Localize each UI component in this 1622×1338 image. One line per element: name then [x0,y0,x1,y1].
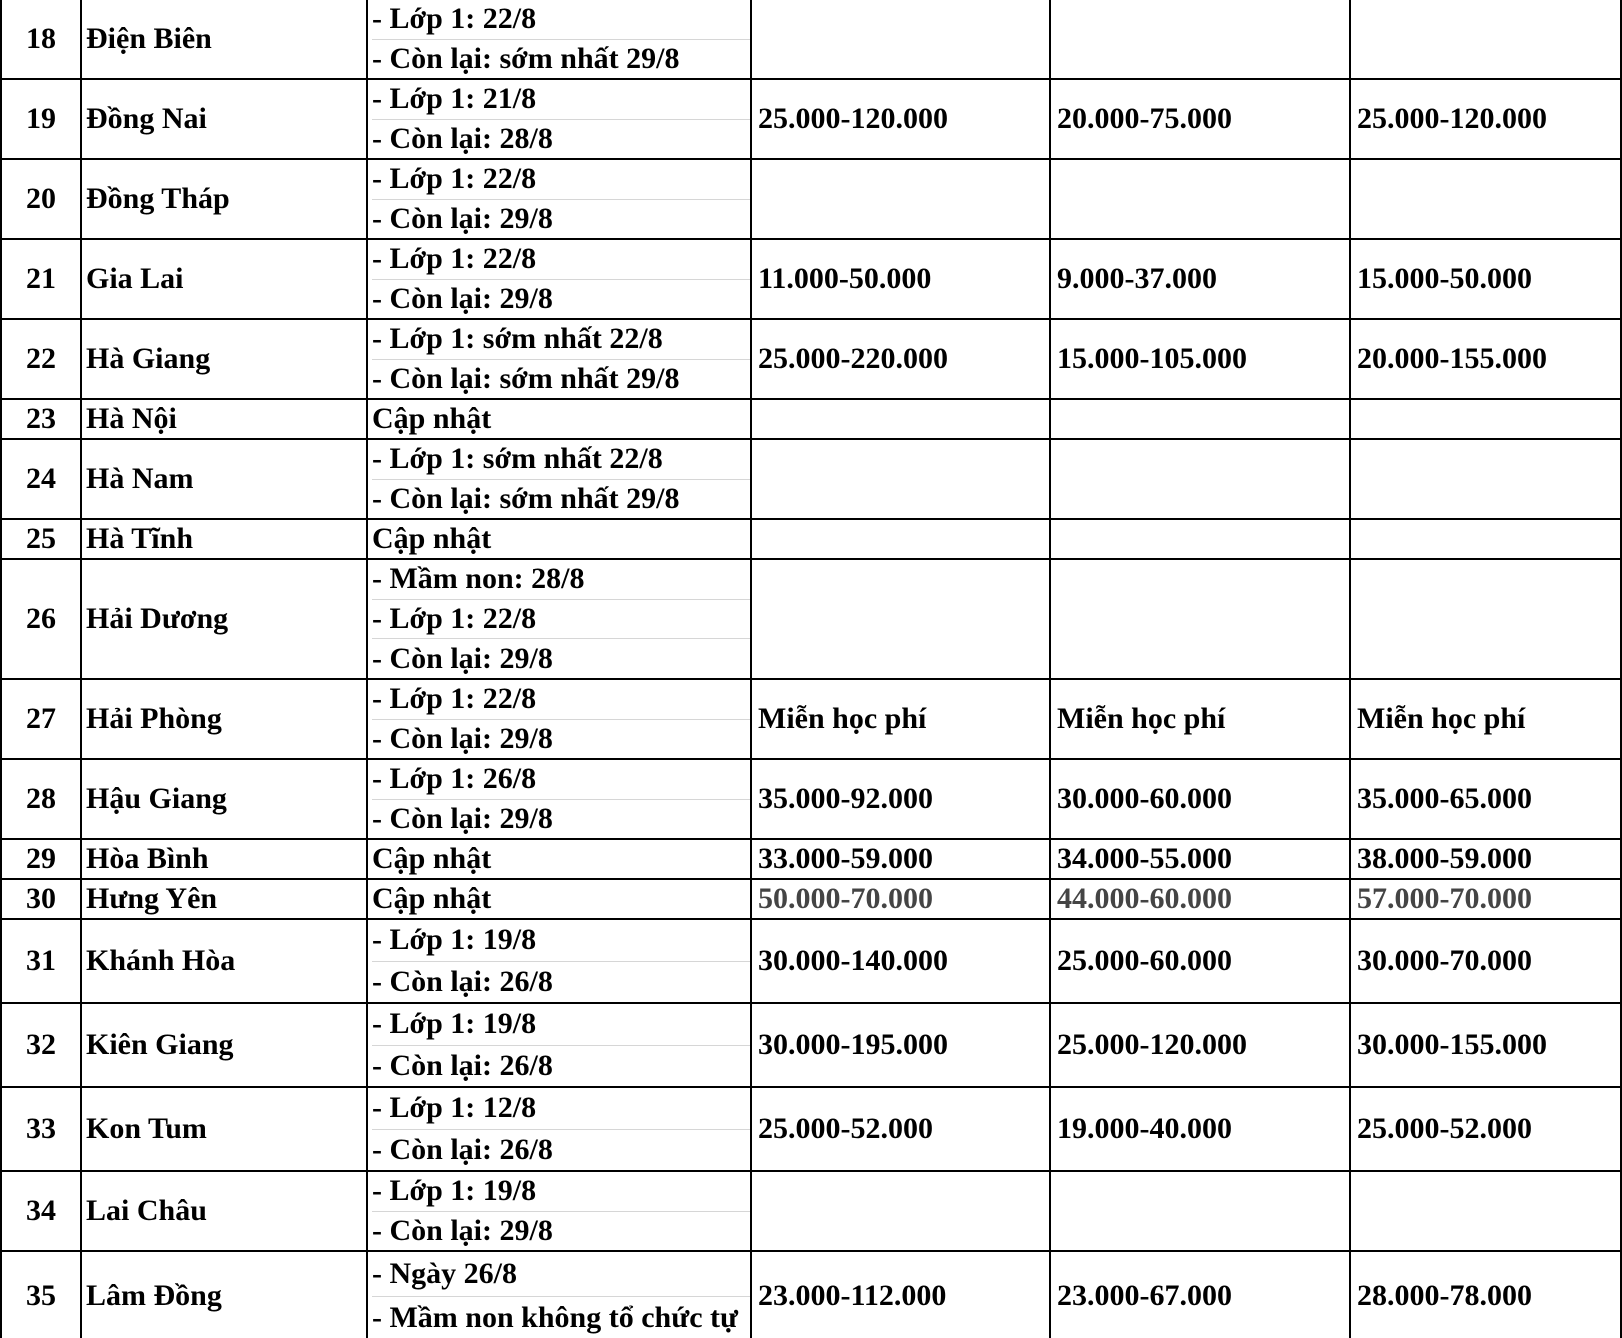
fee-cell-2[interactable]: 25.000-60.000 [1051,920,1351,1002]
province-cell[interactable]: Hòa Bình [82,840,368,878]
table-row [0,1252,1622,1338]
schedule-cell[interactable] [368,80,752,158]
fee-cell-1[interactable]: 30.000-140.000 [752,920,1051,1002]
fee-cell-3[interactable] [1351,0,1622,78]
fee-cell-2[interactable]: 25.000-120.000 [1051,1004,1351,1086]
row-number-cell[interactable]: 20 [0,160,82,238]
schedule-cell[interactable] [368,440,752,518]
schedule-line: Cập nhật [372,882,492,915]
table-row [0,1088,1622,1172]
fee-cell-1[interactable]: 30.000-195.000 [752,1004,1051,1086]
row-number-cell[interactable]: 34 [0,1172,82,1250]
schedule-cell[interactable] [368,1088,752,1170]
schedule-line: - Còn lại: 26/8 [372,1132,553,1166]
table-row [0,440,1622,520]
fee-cell-1[interactable] [752,0,1051,78]
fee-cell-3[interactable]: 30.000-70.000 [1351,920,1622,1002]
fee-cell-2[interactable]: Miễn học phí [1051,680,1351,758]
row-number-cell[interactable]: 26 [0,560,82,678]
fee-cell-1[interactable]: 33.000-59.000 [752,840,1051,878]
fee-cell-3[interactable]: 20.000-155.000 [1351,320,1622,398]
fee-cell-2[interactable]: 20.000-75.000 [1051,80,1351,158]
table-row [0,80,1622,160]
province-cell[interactable]: Hà Nam [82,440,368,518]
province-cell[interactable]: Hà Tĩnh [82,520,368,558]
fee-cell-3[interactable] [1351,520,1622,558]
row-number-cell[interactable]: 29 [0,840,82,878]
fee-cell-1[interactable]: 11.000-50.000 [752,240,1051,318]
fee-cell-2[interactable]: 9.000-37.000 [1051,240,1351,318]
table-row [0,240,1622,320]
schedule-line: - Lớp 1: sớm nhất 22/8 [372,320,750,360]
fee-cell-1[interactable]: 35.000-92.000 [752,760,1051,838]
row-number-cell[interactable]: 22 [0,320,82,398]
row-number-cell[interactable]: 24 [0,440,82,518]
schedule-line: - Ngày 26/8 [372,1252,750,1297]
table-row [0,520,1622,560]
province-cell[interactable]: Điện Biên [82,0,368,78]
row-number-cell[interactable]: 31 [0,920,82,1002]
fee-cell-3[interactable]: 38.000-59.000 [1351,840,1622,878]
schedule-line: - Lớp 1: 19/8 [372,1004,750,1046]
province-cell[interactable]: Kiên Giang [82,1004,368,1086]
schedule-cell[interactable] [368,840,752,878]
schedule-cell[interactable] [368,520,752,558]
row-number-cell[interactable]: 25 [0,520,82,558]
schedule-line: Cập nhật [372,842,492,875]
fee-cell-2[interactable]: 19.000-40.000 [1051,1088,1351,1170]
schedule-cell[interactable] [368,1004,752,1086]
schedule-line: - Lớp 1: 22/8 [372,680,750,720]
schedule-line: - Lớp 1: 19/8 [372,1172,750,1212]
schedule-line: - Lớp 1: 21/8 [372,80,750,120]
schedule-line: - Mầm non: 28/8 [372,560,750,600]
schedule-line: - Còn lại: 26/8 [372,1048,553,1082]
fee-cell-1[interactable] [752,440,1051,518]
schedule-line: - Còn lại: 26/8 [372,964,553,998]
row-number-cell[interactable]: 27 [0,680,82,758]
schedule-line: - Lớp 1: 22/8 [372,0,750,40]
province-cell[interactable]: Kon Tum [82,1088,368,1170]
province-cell[interactable]: Lâm Đồng [82,1252,368,1338]
fee-cell-1[interactable] [752,1172,1051,1250]
province-cell[interactable]: Hà Nội [82,400,368,438]
schedule-line: - Còn lại: 29/8 [372,721,553,755]
fee-cell-3[interactable]: 30.000-155.000 [1351,1004,1622,1086]
row-number-cell[interactable]: 23 [0,400,82,438]
table-row [0,840,1622,880]
fee-cell-2[interactable]: 44.000-60.000 [1051,880,1351,918]
fee-cell-2[interactable]: 23.000-67.000 [1051,1252,1351,1338]
row-number-cell[interactable]: 30 [0,880,82,918]
schedule-cell[interactable] [368,920,752,1002]
schedule-line: Cập nhật [372,402,492,435]
fee-cell-1[interactable]: 25.000-120.000 [752,80,1051,158]
table-row [0,920,1622,1004]
province-cell[interactable]: Hậu Giang [82,760,368,838]
fee-cell-2[interactable] [1051,520,1351,558]
fee-cell-1[interactable] [752,400,1051,438]
fee-cell-2[interactable]: 30.000-60.000 [1051,760,1351,838]
row-number-cell[interactable]: 19 [0,80,82,158]
schedule-line: - Còn lại: sớm nhất 29/8 [372,481,680,515]
fee-cell-1[interactable]: 23.000-112.000 [752,1252,1051,1338]
fee-cell-2[interactable] [1051,0,1351,78]
fee-cell-1[interactable] [752,520,1051,558]
fee-cell-3[interactable]: 57.000-70.000 [1351,880,1622,918]
fee-cell-1[interactable] [752,560,1051,678]
table-row [0,400,1622,440]
table-row [0,160,1622,240]
schedule-cell[interactable] [368,0,752,78]
fee-cell-3[interactable]: 35.000-65.000 [1351,760,1622,838]
province-cell[interactable]: Hà Giang [82,320,368,398]
fee-cell-3[interactable]: 25.000-120.000 [1351,80,1622,158]
province-cell[interactable]: Khánh Hòa [82,920,368,1002]
schedule-line: - Lớp 1: 22/8 [372,160,750,200]
fee-cell-1[interactable]: 50.000-70.000 [752,880,1051,918]
table-row [0,0,1622,80]
row-number-cell[interactable]: 21 [0,240,82,318]
fee-cell-3[interactable]: Miễn học phí [1351,680,1622,758]
province-cell[interactable]: Lai Châu [82,1172,368,1250]
schedule-line: - Lớp 1: sớm nhất 22/8 [372,440,750,480]
fee-cell-3[interactable] [1351,440,1622,518]
fee-cell-3[interactable] [1351,1172,1622,1250]
province-cell[interactable]: Hưng Yên [82,880,368,918]
fee-cell-2[interactable] [1051,160,1351,238]
schedule-line: - Lớp 1: 12/8 [372,1088,750,1130]
schedule-cell[interactable] [368,320,752,398]
fee-cell-2[interactable] [1051,560,1351,678]
schedule-line: - Lớp 1: 22/8 [372,240,750,280]
schedule-cell[interactable] [368,560,752,678]
schedule-line: - Còn lại: 29/8 [372,641,553,675]
table-row [0,560,1622,680]
fee-cell-3[interactable]: 28.000-78.000 [1351,1252,1622,1338]
fee-cell-1[interactable] [752,160,1051,238]
schedule-cell[interactable] [368,400,752,438]
fee-cell-3[interactable] [1351,560,1622,678]
fee-cell-3[interactable] [1351,400,1622,438]
schedule-line: - Còn lại: sớm nhất 29/8 [372,361,680,395]
fee-cell-1[interactable]: 25.000-220.000 [752,320,1051,398]
schedule-line: - Lớp 1: 26/8 [372,760,750,800]
schedule-line: - Còn lại: 29/8 [372,801,553,835]
fee-cell-2[interactable] [1051,400,1351,438]
schedule-cell[interactable] [368,1252,752,1338]
schedule-line: - Còn lại: 29/8 [372,201,553,235]
row-number-cell[interactable]: 28 [0,760,82,838]
schedule-line: - Còn lại: 28/8 [372,121,553,155]
schedule-line: - Còn lại: 29/8 [372,1213,553,1247]
schedule-line: - Còn lại: sớm nhất 29/8 [372,41,680,75]
schedule-cell[interactable] [368,760,752,838]
schedule-line: - Mầm non không tổ chức tự [372,1301,739,1335]
schedule-line: - Lớp 1: 19/8 [372,920,750,962]
fee-cell-3[interactable]: 25.000-52.000 [1351,1088,1622,1170]
table-row [0,680,1622,760]
schedule-line: - Lớp 1: 22/8 [372,600,750,640]
table-row [0,320,1622,400]
fee-cell-3[interactable]: 15.000-50.000 [1351,240,1622,318]
table-row [0,880,1622,920]
fee-cell-2[interactable] [1051,440,1351,518]
province-cell[interactable]: Gia Lai [82,240,368,318]
schedule-cell[interactable] [368,160,752,238]
province-cell[interactable]: Hải Dương [82,560,368,678]
row-number-cell[interactable]: 18 [0,0,82,78]
province-cell[interactable]: Hải Phòng [82,680,368,758]
schedule-cell[interactable] [368,1172,752,1250]
table-row [0,1172,1622,1252]
schedule-line: Cập nhật [372,522,492,555]
fee-cell-1[interactable]: 25.000-52.000 [752,1088,1051,1170]
row-number-cell[interactable]: 33 [0,1088,82,1170]
fee-cell-2[interactable]: 15.000-105.000 [1051,320,1351,398]
province-cell[interactable]: Đồng Nai [82,80,368,158]
fee-cell-2[interactable]: 34.000-55.000 [1051,840,1351,878]
schedule-cell[interactable] [368,240,752,318]
table-row [0,760,1622,840]
table-row [0,1004,1622,1088]
fee-cell-1[interactable]: Miễn học phí [752,680,1051,758]
province-cell[interactable]: Đồng Tháp [82,160,368,238]
fee-cell-3[interactable] [1351,160,1622,238]
row-number-cell[interactable]: 35 [0,1252,82,1338]
schedule-cell[interactable] [368,880,752,918]
row-number-cell[interactable]: 32 [0,1004,82,1086]
schedule-line: - Còn lại: 29/8 [372,281,553,315]
schedule-cell[interactable] [368,680,752,758]
fee-cell-2[interactable] [1051,1172,1351,1250]
